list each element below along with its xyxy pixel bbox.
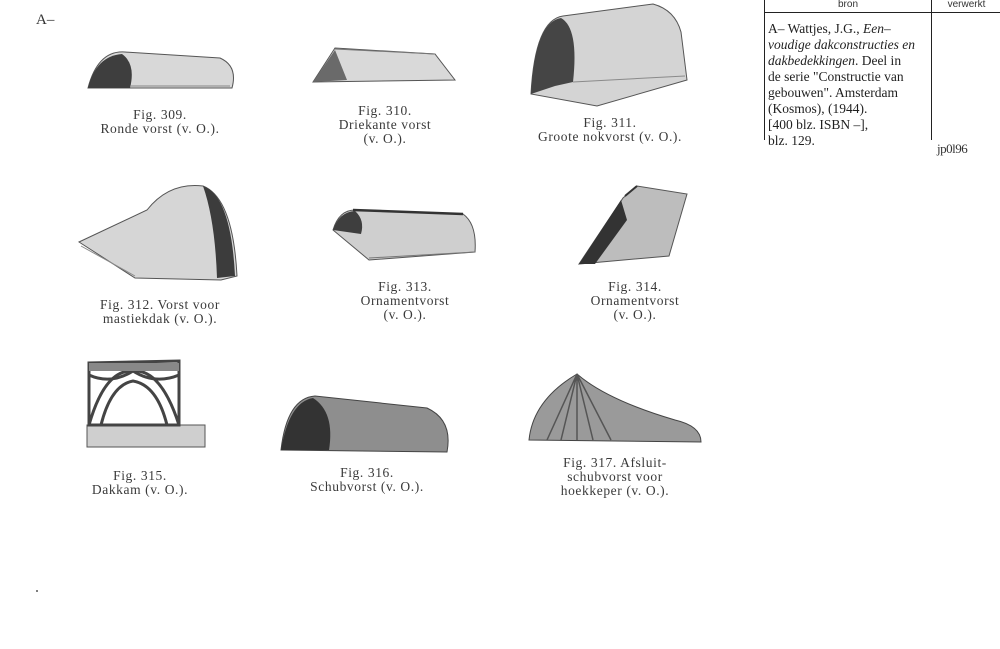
reference-line: blz. 129. <box>768 133 815 148</box>
figure-caption: Fig. 314. Ornamentvorst (v. O.). <box>590 279 680 322</box>
figure-caption: Fig. 317. Afsluit- schubvorst voor hoekkeper (v. O.). <box>560 455 670 498</box>
scan-speck <box>36 590 38 592</box>
reference-line: dakbedekkingen. Deel in <box>768 53 902 68</box>
header-source: bron <box>837 0 858 10</box>
figure-caption: Fig. 310. Driekante vorst (v. O.). <box>338 103 432 146</box>
figure-caption: Fig. 313. Ornamentvorst (v. O.). <box>360 279 450 322</box>
ridge-tile-hip-end-icon <box>525 370 705 446</box>
ridge-tile-large-nok-icon <box>525 2 695 112</box>
figure-315 <box>65 355 215 505</box>
figure-311 <box>525 2 695 152</box>
figure-312 <box>75 180 245 330</box>
reference-line: A– Wattjes, J.G., Een– <box>768 21 891 36</box>
figure-caption: Fig. 309. Ronde vorst (v. O.). <box>100 107 220 136</box>
figure-309 <box>80 40 240 140</box>
figure-caption: Fig. 316. Schubvorst (v. O.). <box>310 465 424 494</box>
figure-316 <box>277 390 457 510</box>
reference-line: de serie "Constructie van <box>768 69 904 84</box>
reference-line: [400 blz. ISBN –], <box>768 117 869 132</box>
figure-caption: Fig. 315. Dakkam (v. O.). <box>91 468 189 497</box>
ridge-tile-ornament-angled-icon <box>555 180 715 270</box>
reference-line: (Kosmos), (1944). <box>768 101 868 116</box>
ridge-tile-scale-icon <box>277 390 457 460</box>
ridge-tile-round-icon <box>80 40 240 95</box>
figure-313 <box>325 200 485 330</box>
ridge-tile-mastic-roof-icon <box>75 180 245 285</box>
figure-310 <box>305 40 465 150</box>
reference-line: gebouwen". Amsterdam <box>768 85 898 100</box>
figure-314 <box>555 180 715 330</box>
figure-317 <box>525 370 705 510</box>
figure-caption: Fig. 311. Groote nokvorst (v. O.). <box>537 115 682 144</box>
roof-crest-icon <box>65 355 215 455</box>
figure-caption: Fig. 312. Vorst voor mastiekdak (v. O.). <box>100 297 220 326</box>
page-label: A– <box>36 12 55 28</box>
reference-text <box>768 21 934 149</box>
ridge-tile-ornament-icon <box>325 200 485 270</box>
reference-line: voudige dakconstructies en <box>768 37 915 52</box>
header-processed: verwerkt <box>947 0 986 10</box>
panel-header <box>765 0 1000 13</box>
ridge-tile-triangular-icon <box>305 40 465 90</box>
document-code: jp0l96 <box>937 141 968 156</box>
